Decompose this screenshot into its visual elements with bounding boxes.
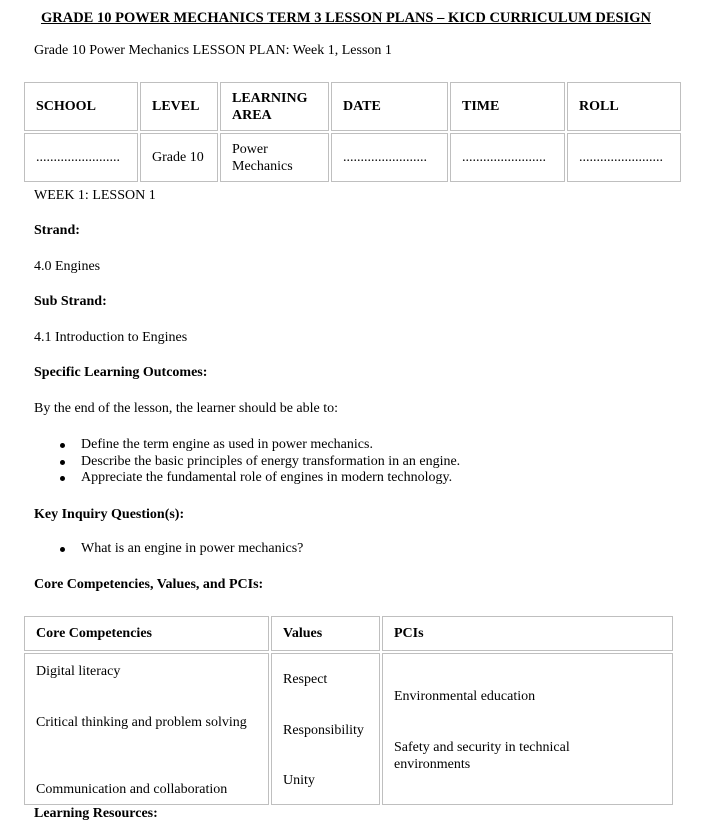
list-item: What is an engine in power mechanics? <box>34 541 303 558</box>
list-item: Define the term engine as used in power mechanics. <box>34 437 460 454</box>
value-item: Responsibility <box>283 723 364 738</box>
value-item: Respect <box>283 672 328 687</box>
time-value[interactable]: ........................ <box>450 133 565 182</box>
school-value[interactable]: ........................ <box>24 133 138 182</box>
header-roll: ROLL <box>567 82 681 131</box>
slo-label: Specific Learning Outcomes: <box>34 365 208 380</box>
slo-list <box>34 437 460 487</box>
pci-item: Safety and security in technical environments <box>394 740 570 772</box>
header-time: TIME <box>450 82 565 131</box>
sub-strand-value: 4.1 Introduction to Engines <box>34 330 188 345</box>
kiq-list <box>34 541 303 558</box>
header-pcis: PCIs <box>382 616 673 651</box>
list-item: Describe the basic principles of energy transformation in an engine. <box>34 454 460 471</box>
pcis-cell <box>382 653 673 805</box>
date-value[interactable]: ........................ <box>331 133 448 182</box>
week-lesson-label: WEEK 1: LESSON 1 <box>34 188 156 203</box>
info-table-header-row <box>24 82 681 131</box>
competencies-body-row <box>24 653 673 805</box>
sub-strand-label: Sub Strand: <box>34 294 107 309</box>
values-cell <box>271 653 380 805</box>
learning-area-value: Power Mechanics <box>220 133 329 182</box>
competencies-heading: Core Competencies, Values, and PCIs: <box>34 577 264 592</box>
kiq-label: Key Inquiry Question(s): <box>34 507 185 522</box>
header-school: SCHOOL <box>24 82 138 131</box>
strand-value: 4.0 Engines <box>34 259 101 274</box>
header-values: Values <box>271 616 380 651</box>
header-learning-area: LEARNING AREA <box>220 82 329 131</box>
core-competency-item: Critical thinking and problem solving <box>36 715 247 730</box>
pci-item: Environmental education <box>394 689 536 704</box>
lesson-info-table <box>22 80 683 184</box>
document-title: GRADE 10 POWER MECHANICS TERM 3 LESSON PLANS – KICD CURRICULUM DESIGN <box>40 10 651 26</box>
header-level: LEVEL <box>140 82 218 131</box>
value-item: Unity <box>283 773 315 788</box>
lesson-plan-subtitle: Grade 10 Power Mechanics LESSON PLAN: Week 1, Lesson 1 <box>34 43 392 58</box>
header-date: DATE <box>331 82 448 131</box>
info-table-value-row <box>24 133 681 182</box>
strand-label: Strand: <box>34 223 80 238</box>
competencies-header-row <box>24 616 673 651</box>
level-value: Grade 10 <box>140 133 218 182</box>
core-competency-item: Communication and collaboration <box>36 782 228 797</box>
core-competency-item: Digital literacy <box>36 664 121 679</box>
header-core-competencies: Core Competencies <box>24 616 269 651</box>
competencies-table <box>22 614 675 807</box>
slo-intro: By the end of the lesson, the learner should be able to: <box>34 401 339 416</box>
learning-resources-label: Learning Resources: <box>34 806 158 821</box>
list-item: Appreciate the fundamental role of engines in modern technology. <box>34 470 460 487</box>
roll-value[interactable]: ........................ <box>567 133 681 182</box>
core-competencies-cell <box>24 653 269 805</box>
